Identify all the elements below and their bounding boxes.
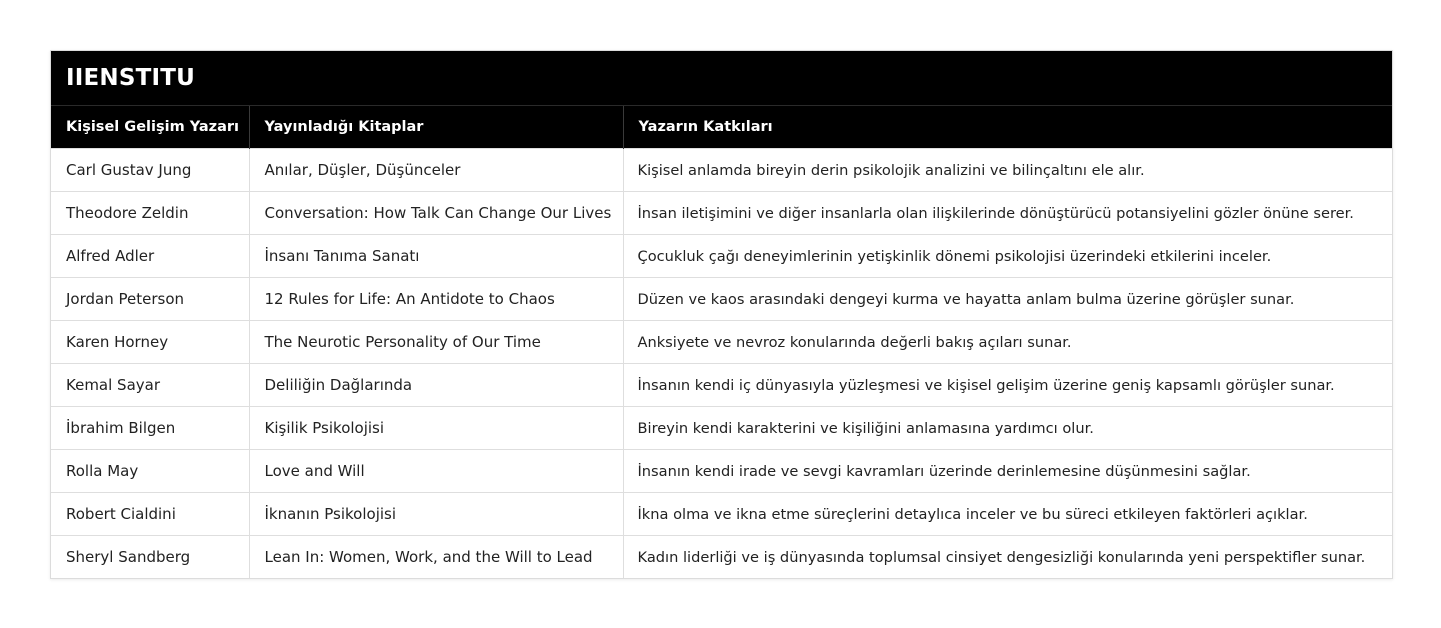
author-cell: Rolla May xyxy=(51,450,249,493)
book-cell: Lean In: Women, Work, and the Will to Lead xyxy=(249,536,623,579)
table-row xyxy=(51,450,1392,493)
book-cell: Kişilik Psikolojisi xyxy=(249,407,623,450)
table-row xyxy=(51,321,1392,364)
book-cell: The Neurotic Personality of Our Time xyxy=(249,321,623,364)
book-cell: Anılar, Düşler, Düşünceler xyxy=(249,149,623,192)
book-cell: Love and Will xyxy=(249,450,623,493)
author-cell: Alfred Adler xyxy=(51,235,249,278)
author-cell: Sheryl Sandberg xyxy=(51,536,249,579)
author-cell: Carl Gustav Jung xyxy=(51,149,249,192)
header-author: Kişisel Gelişim Yazarı xyxy=(51,106,249,149)
brand-header xyxy=(51,51,1392,106)
table-row xyxy=(51,235,1392,278)
contribution-cell: İnsan iletişimini ve diğer insanlarla olan ilişkilerinde dönüştürücü potansiyelini gözler önüne serer. xyxy=(623,192,1392,235)
table-row xyxy=(51,278,1392,321)
author-cell: Jordan Peterson xyxy=(51,278,249,321)
table-row xyxy=(51,149,1392,192)
book-cell: 12 Rules for Life: An Antidote to Chaos xyxy=(249,278,623,321)
table-header-row xyxy=(51,106,1392,149)
book-cell: Deliliğin Dağlarında xyxy=(249,364,623,407)
contribution-cell: Çocukluk çağı deneyimlerinin yetişkinlik dönemi psikolojisi üzerindeki etkilerini inceler. xyxy=(623,235,1392,278)
header-contributions: Yazarın Katkıları xyxy=(623,106,1392,149)
contribution-cell: İnsanın kendi irade ve sevgi kavramları üzerinde derinlemesine düşünmesini sağlar. xyxy=(623,450,1392,493)
contribution-cell: Anksiyete ve nevroz konularında değerli bakış açıları sunar. xyxy=(623,321,1392,364)
book-cell: Conversation: How Talk Can Change Our Lives xyxy=(249,192,623,235)
author-cell: İbrahim Bilgen xyxy=(51,407,249,450)
table-row xyxy=(51,407,1392,450)
table-row xyxy=(51,364,1392,407)
author-cell: Robert Cialdini xyxy=(51,493,249,536)
contribution-cell: Bireyin kendi karakterini ve kişiliğini anlamasına yardımcı olur. xyxy=(623,407,1392,450)
book-cell: İnsanı Tanıma Sanatı xyxy=(249,235,623,278)
author-cell: Theodore Zeldin xyxy=(51,192,249,235)
contribution-cell: Kadın liderliği ve iş dünyasında toplumsal cinsiyet dengesizliği konularında yeni perspektifler sunar. xyxy=(623,536,1392,579)
contribution-cell: Kişisel anlamda bireyin derin psikolojik analizini ve bilinçaltını ele alır. xyxy=(623,149,1392,192)
authors-table xyxy=(51,106,1392,578)
table-row xyxy=(51,536,1392,579)
contribution-cell: İkna olma ve ikna etme süreçlerini detaylıca inceler ve bu süreci etkileyen faktörleri açıklar. xyxy=(623,493,1392,536)
table-card xyxy=(50,50,1393,579)
author-cell: Karen Horney xyxy=(51,321,249,364)
author-cell: Kemal Sayar xyxy=(51,364,249,407)
table-row xyxy=(51,493,1392,536)
brand-title: IIENSTITU xyxy=(66,65,196,91)
book-cell: İknanın Psikolojisi xyxy=(249,493,623,536)
contribution-cell: İnsanın kendi iç dünyasıyla yüzleşmesi ve kişisel gelişim üzerine geniş kapsamlı görüşler sunar. xyxy=(623,364,1392,407)
contribution-cell: Düzen ve kaos arasındaki dengeyi kurma ve hayatta anlam bulma üzerine görüşler sunar. xyxy=(623,278,1392,321)
table-row xyxy=(51,192,1392,235)
header-books: Yayınladığı Kitaplar xyxy=(249,106,623,149)
